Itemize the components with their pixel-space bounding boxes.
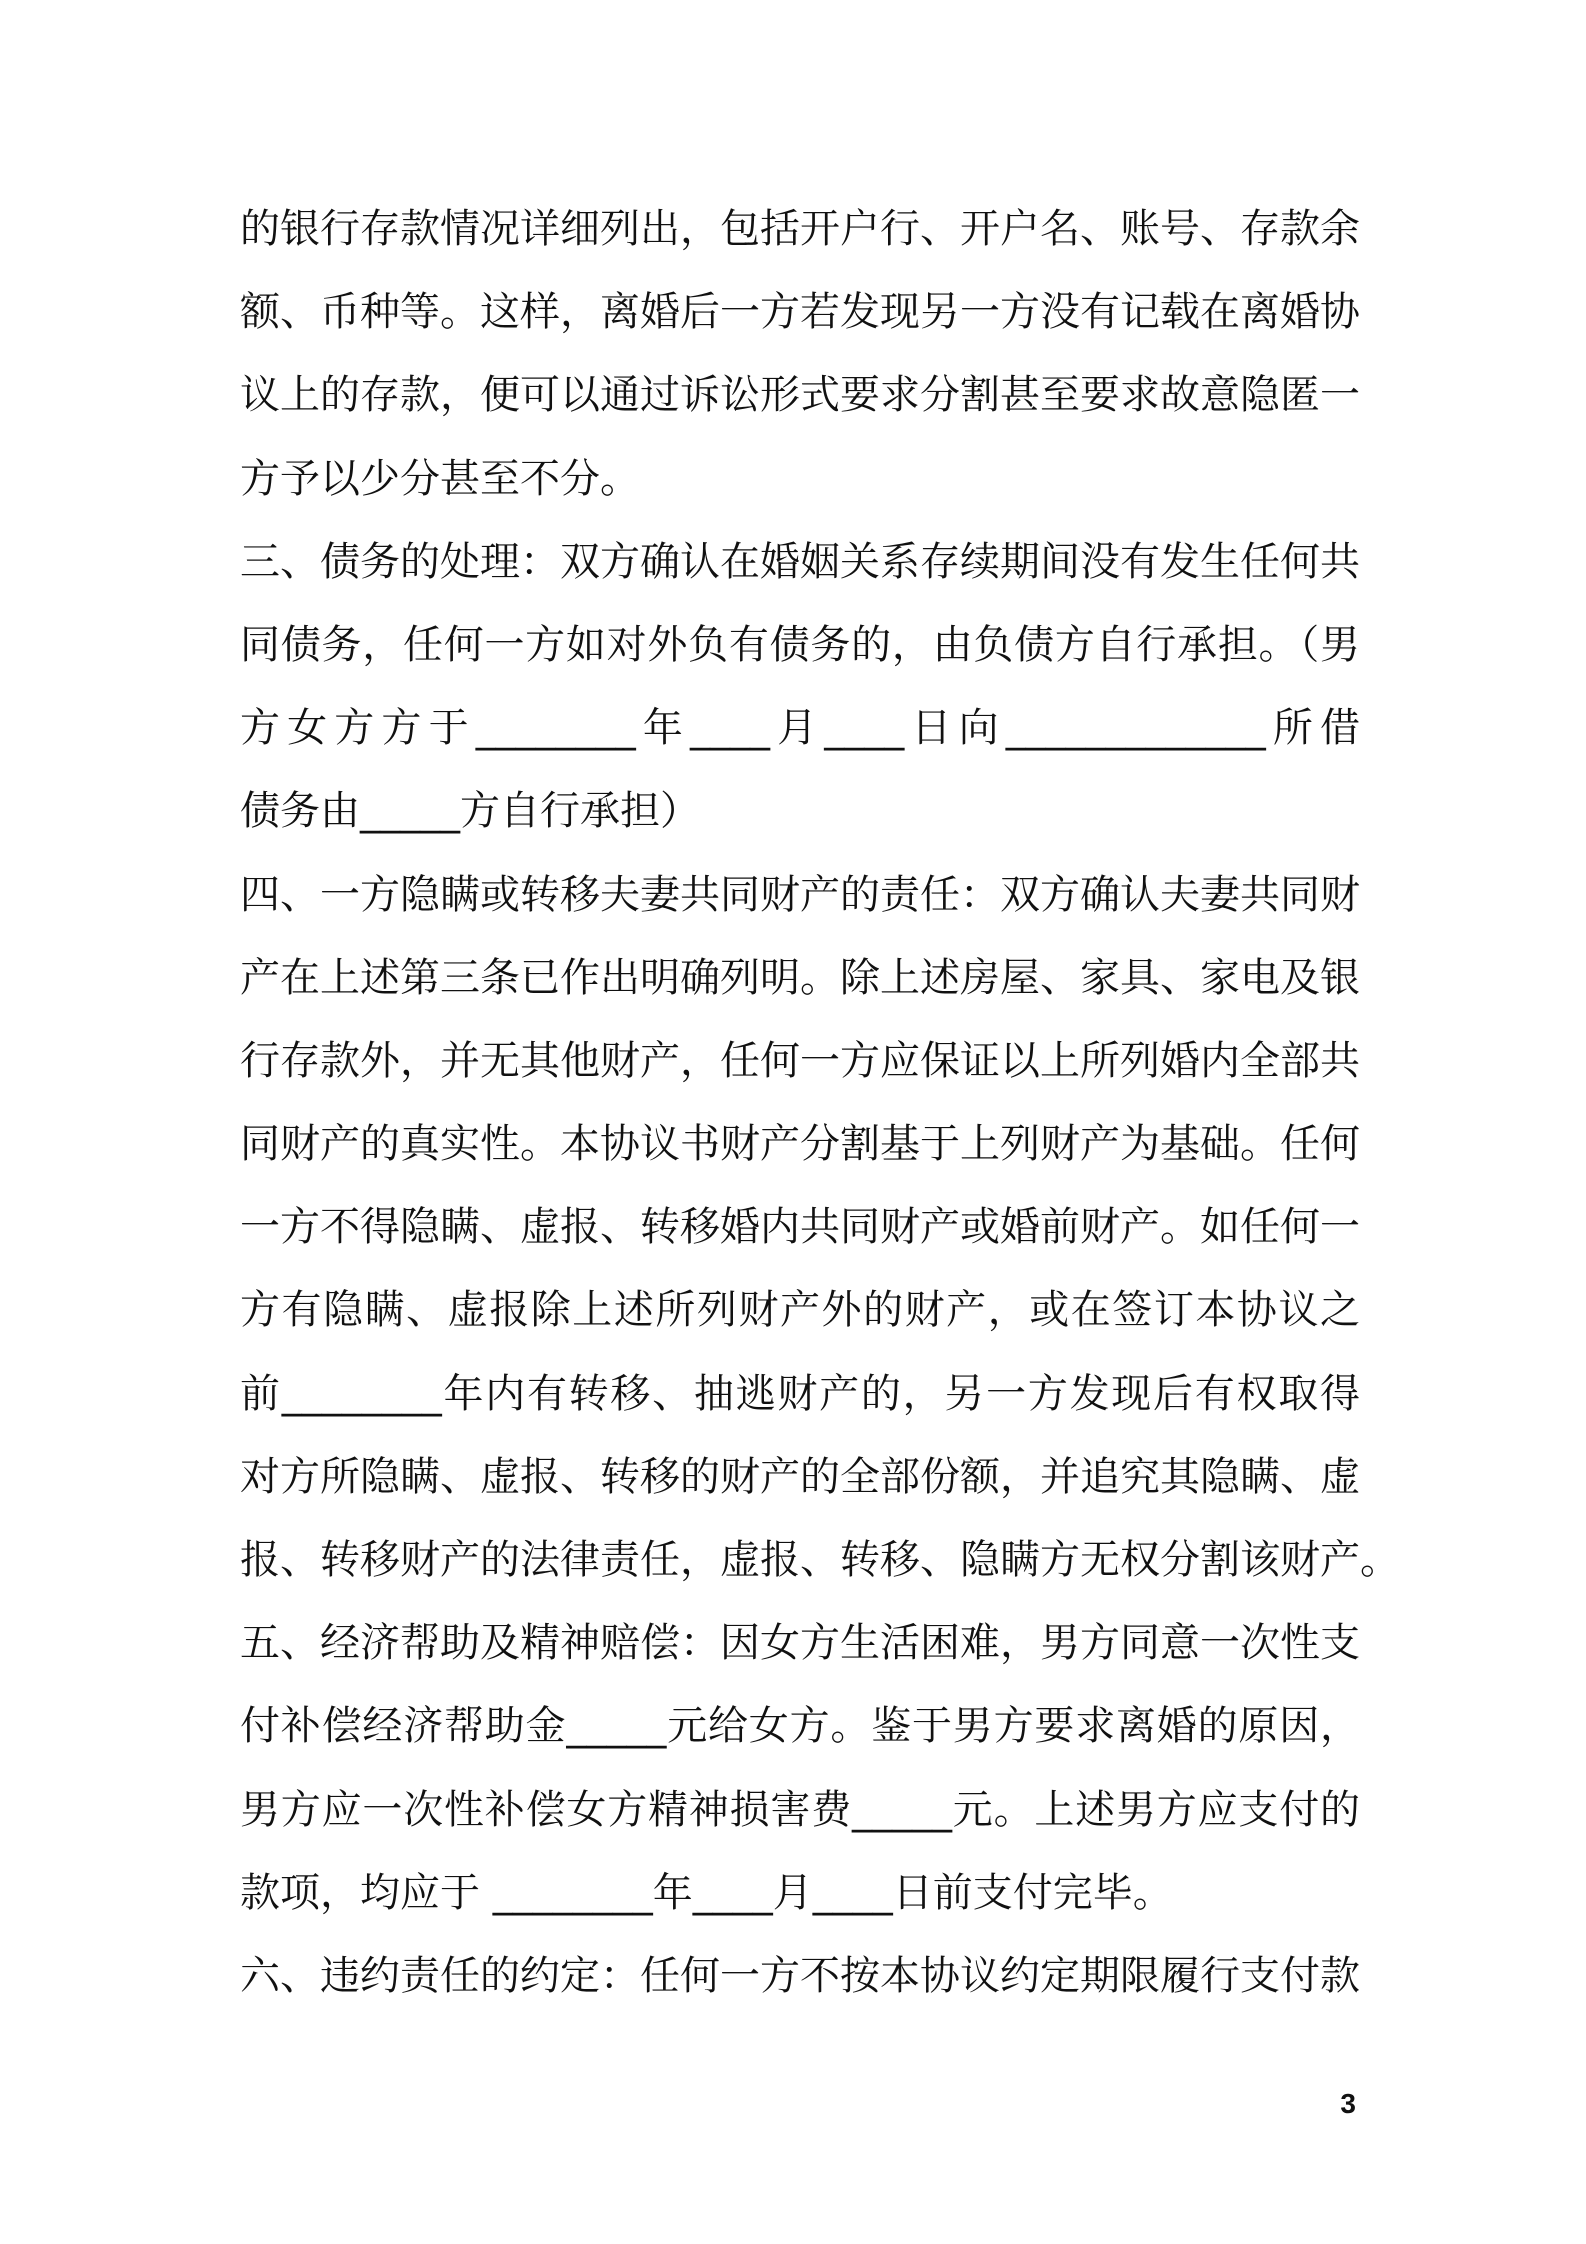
text-line: 债务由_____方自行承担） — [240, 788, 700, 835]
text-line: 行存款外，并无其他财产，任何一方应保证以上所列婚内全部共 — [240, 1037, 1360, 1084]
text-line: 对方所隐瞒、虚报、转移的财产的全部份额，并追究其隐瞒、虚 — [240, 1453, 1360, 1500]
section-heading-line: 三、债务的处理：双方确认在婚姻关系存续期间没有发生任何共 — [240, 538, 1360, 585]
text-line: 方女方方于________年____月____日向_____________所借 — [240, 705, 1360, 752]
text-line: 同财产的真实性。本协议书财产分割基于上列财产为基础。任何 — [240, 1121, 1360, 1168]
text-line: 前________年内有转移、抽逃财产的，另一方发现后有权取得 — [240, 1370, 1360, 1417]
body-text — [240, 188, 1400, 2018]
text-line: 方有隐瞒、虚报除上述所列财产外的财产，或在签订本协议之 — [240, 1287, 1360, 1334]
text-line: 男方应一次性补偿女方精神损害费_____元。上述男方应支付的 — [240, 1786, 1360, 1833]
text-line: 同债务，任何一方如对外负有债务的，由负债方自行承担。（男 — [240, 621, 1360, 668]
text-line: 一方不得隐瞒、虚报、转移婚内共同财产或婚前财产。如任何一 — [240, 1204, 1360, 1251]
text-line: 产在上述第三条已作出明确列明。除上述房屋、家具、家电及银 — [240, 954, 1360, 1001]
text-line: 的银行存款情况详细列出，包括开户行、开户名、账号、存款余 — [240, 206, 1360, 252]
section-heading-line: 六、违约责任的约定：任何一方不按本协议约定期限履行支付款 — [240, 1952, 1360, 1999]
section-heading-line: 四、一方隐瞒或转移夫妻共同财产的责任：双方确认夫妻共同财 — [240, 871, 1360, 918]
text-line: 方予以少分甚至不分。 — [240, 455, 640, 502]
page-number: 3 — [1340, 2088, 1356, 2119]
text-line: 报、转移财产的法律责任，虚报、转移、隐瞒方无权分割该财产。 — [240, 1537, 1400, 1583]
section-heading-line: 五、经济帮助及精神赔偿：因女方生活困难，男方同意一次性支 — [240, 1620, 1360, 1667]
text-line: 款项，均应于 ________年____月____日前支付完毕。 — [240, 1869, 1173, 1916]
text-line: 议上的存款，便可以通过诉讼形式要求分割甚至要求故意隐匿一 — [240, 372, 1360, 419]
text-line: 额、币种等。这样，离婚后一方若发现另一方没有记载在离婚协 — [240, 289, 1360, 336]
text-line: 付补偿经济帮助金_____元给女方。鉴于男方要求离婚的原因， — [240, 1703, 1360, 1750]
